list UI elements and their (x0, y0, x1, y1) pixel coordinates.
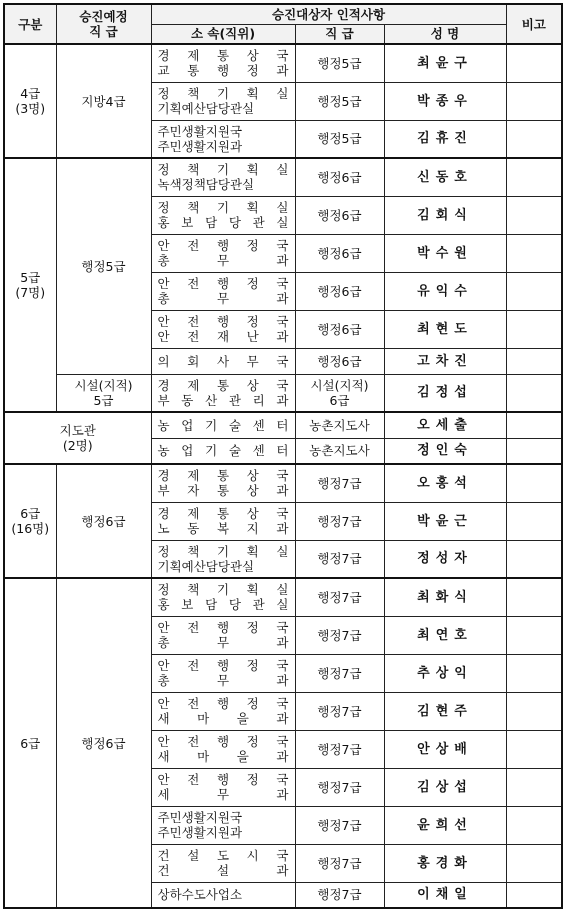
category-cell-line: 4급 (20, 86, 41, 101)
grade-cell (295, 44, 384, 82)
table-row (4, 412, 562, 438)
table-body (4, 44, 562, 908)
dept-cell-line: 교 통 행 정 과 (157, 63, 289, 79)
table-row (4, 464, 562, 502)
dept-cell-line: 안 전 행 정 국 (157, 276, 289, 291)
dept-cell-line: 총 무 과 (157, 291, 289, 306)
name-cell: 유익수 (384, 272, 506, 310)
remarks-cell (506, 196, 562, 234)
category-cell-line: (2명) (62, 438, 93, 453)
name-cell: 안상배 (384, 730, 506, 768)
dept-cell-line: 경 제 통 상 국 (157, 48, 289, 64)
target-rank-cell (56, 374, 151, 412)
header-grade: 직 급 (295, 24, 384, 44)
name-cell: 박수원 (384, 234, 506, 272)
grade-cell-line: 행정6급 (317, 283, 362, 299)
dept-cell-line: 기획예산담당관실 (157, 101, 255, 116)
dept-cell-line: 안 전 행 정 국 (157, 696, 289, 711)
grade-cell-line: 행정7급 (317, 627, 362, 643)
grade-cell (295, 438, 384, 464)
remarks-cell (506, 464, 562, 502)
category-cell-line: 6급 (20, 506, 41, 521)
grade-cell-line: 행정5급 (317, 131, 362, 147)
dept-cell (151, 616, 295, 654)
target-rank-cell (56, 578, 151, 908)
dept-cell (151, 234, 295, 272)
header-target-rank (56, 4, 151, 44)
target-rank-cell-line: 행정6급 (81, 735, 126, 751)
dept-cell-line: 정 책 기 획 실 (157, 200, 289, 215)
remarks-cell (506, 374, 562, 412)
name-cell: 최윤구 (384, 44, 506, 82)
grade-cell-line: 행정7급 (317, 855, 362, 871)
dept-cell (151, 844, 295, 882)
grade-cell-line: 행정7급 (317, 589, 362, 605)
remarks-cell (506, 272, 562, 310)
category-cell-line: (16명) (11, 521, 50, 536)
grade-cell (295, 806, 384, 844)
remarks-cell (506, 438, 562, 464)
remarks-cell (506, 82, 562, 120)
category-cell-line: 5급 (20, 270, 41, 285)
header-target-rank-line2: 직 급 (89, 24, 118, 39)
remarks-cell (506, 692, 562, 730)
grade-cell-line: 행정7급 (317, 551, 362, 567)
dept-cell-line: 세 무 과 (157, 787, 289, 802)
table-row (4, 374, 562, 412)
remarks-cell (506, 412, 562, 438)
grade-cell (295, 578, 384, 616)
dept-cell-line: 주민생활지원국 (157, 123, 243, 139)
dept-cell-line: 주민생활지원과 (157, 825, 243, 840)
remarks-cell (506, 120, 562, 158)
dept-cell-line: 정 책 기 획 실 (157, 543, 289, 559)
grade-cell (295, 158, 384, 196)
grade-cell (295, 692, 384, 730)
target-rank-cell-line: 5급 (93, 392, 114, 408)
grade-cell (295, 654, 384, 692)
grade-cell (295, 730, 384, 768)
remarks-cell (506, 844, 562, 882)
dept-cell (151, 654, 295, 692)
remarks-cell (506, 882, 562, 908)
dept-cell (151, 272, 295, 310)
grade-cell-line: 행정7급 (317, 741, 362, 757)
name-cell: 김회식 (384, 196, 506, 234)
category-cell-line: (7명) (15, 285, 46, 300)
dept-cell-line: 주민생활지원국 (157, 810, 243, 825)
dept-cell-line: 안 전 행 정 국 (157, 772, 289, 787)
dept-cell-line: 농 업 기 술 센 터 (157, 443, 289, 459)
remarks-cell (506, 806, 562, 844)
name-cell: 최연호 (384, 616, 506, 654)
grade-cell (295, 616, 384, 654)
target-rank-cell (56, 158, 151, 374)
name-cell: 박윤근 (384, 502, 506, 540)
dept-cell (151, 310, 295, 348)
grade-cell-line: 행정6급 (317, 353, 362, 369)
header-remarks: 비고 (506, 4, 562, 44)
target-rank-cell (56, 464, 151, 578)
target-rank-cell (56, 44, 151, 158)
grade-cell-line: 행정6급 (317, 169, 362, 185)
grade-cell-line: 행정7급 (317, 513, 362, 529)
dept-cell (151, 578, 295, 616)
name-cell: 정인숙 (384, 438, 506, 464)
grade-cell (295, 374, 384, 412)
dept-cell-line: 건 설 도 시 국 (157, 848, 289, 863)
dept-cell-line: 총 무 과 (157, 673, 289, 688)
dept-cell-line: 주민생활지원과 (157, 138, 243, 154)
name-cell: 정성자 (384, 540, 506, 578)
grade-cell (295, 882, 384, 908)
grade-cell-line: 농촌지도사 (309, 443, 370, 459)
grade-cell (295, 82, 384, 120)
target-rank-cell-line: 시설(지적) (74, 377, 133, 393)
dept-cell-line: 홍 보 담 당 관 실 (157, 215, 289, 230)
dept-cell-line: 안 전 행 정 국 (157, 620, 289, 635)
grade-cell-line: 행정7급 (317, 475, 362, 491)
name-cell: 김휴진 (384, 120, 506, 158)
dept-cell-line: 의 회 사 무 국 (157, 353, 289, 369)
name-cell: 박종우 (384, 82, 506, 120)
grade-cell (295, 310, 384, 348)
grade-cell-line: 행정6급 (317, 245, 362, 261)
dept-cell-line: 정 책 기 획 실 (157, 162, 289, 178)
dept-cell-line: 부 자 통 상 과 (157, 483, 289, 499)
dept-cell-line: 건 설 과 (157, 863, 289, 878)
header-group-title: 승진대상자 인적사항 (151, 4, 506, 24)
name-cell: 김현주 (384, 692, 506, 730)
header-category: 구분 (4, 4, 56, 44)
dept-cell-line: 기획예산담당관실 (157, 558, 255, 574)
grade-cell (295, 234, 384, 272)
dept-cell-line: 새 마 을 과 (157, 749, 289, 764)
dept-cell-line: 안 전 행 정 국 (157, 658, 289, 673)
dept-cell-line: 정 책 기 획 실 (157, 86, 289, 101)
remarks-cell (506, 540, 562, 578)
name-cell: 신동호 (384, 158, 506, 196)
dept-cell (151, 412, 295, 438)
remarks-cell (506, 616, 562, 654)
category-cell-line: 6급 (20, 735, 41, 751)
dept-cell-line: 새 마 을 과 (157, 711, 289, 726)
grade-cell (295, 768, 384, 806)
grade-cell (295, 196, 384, 234)
table-row (4, 158, 562, 196)
name-cell: 윤희선 (384, 806, 506, 844)
dept-cell-line: 안 전 행 정 국 (157, 314, 289, 329)
grade-cell-line: 농촌지도사 (309, 417, 370, 433)
name-cell: 홍경화 (384, 844, 506, 882)
name-cell: 김상섭 (384, 768, 506, 806)
grade-cell (295, 540, 384, 578)
remarks-cell (506, 502, 562, 540)
category-cell (4, 412, 151, 464)
grade-cell-line: 행정7급 (317, 817, 362, 833)
grade-cell-line: 행정6급 (317, 207, 362, 223)
table-row (4, 578, 562, 616)
name-cell: 추상익 (384, 654, 506, 692)
dept-cell (151, 502, 295, 540)
dept-cell (151, 44, 295, 82)
dept-cell (151, 768, 295, 806)
dept-cell (151, 692, 295, 730)
grade-cell-line: 행정5급 (317, 93, 362, 109)
remarks-cell (506, 310, 562, 348)
dept-cell-line: 노 동 복 지 과 (157, 521, 289, 536)
grade-cell-line: 행정7급 (317, 703, 362, 719)
grade-cell-line: 행정6급 (317, 321, 362, 337)
dept-cell-line: 안 전 재 난 과 (157, 329, 289, 344)
remarks-cell (506, 768, 562, 806)
remarks-cell (506, 44, 562, 82)
grade-cell (295, 272, 384, 310)
dept-cell (151, 882, 295, 908)
dept-cell (151, 438, 295, 464)
target-rank-cell-line: 지방4급 (81, 93, 126, 109)
dept-cell (151, 196, 295, 234)
remarks-cell (506, 578, 562, 616)
name-cell: 최현도 (384, 310, 506, 348)
category-cell-line: 지도관 (59, 423, 96, 438)
header-dept: 소 속(직위) (151, 24, 295, 44)
grade-cell (295, 464, 384, 502)
header-name: 성 명 (384, 24, 506, 44)
dept-cell-line: 부 동 산 관 리 과 (157, 392, 289, 408)
dept-cell-line: 상하수도사업소 (157, 887, 243, 903)
remarks-cell (506, 730, 562, 768)
dept-cell-line: 경 제 통 상 국 (157, 468, 289, 484)
dept-cell-line: 경 제 통 상 국 (157, 506, 289, 521)
dept-cell-line: 정 책 기 획 실 (157, 582, 289, 598)
dept-cell-line: 안 전 행 정 국 (157, 734, 289, 749)
table-row (4, 44, 562, 82)
grade-cell (295, 502, 384, 540)
target-rank-cell-line: 행정5급 (81, 258, 126, 274)
dept-cell (151, 730, 295, 768)
grade-cell-line: 시설(지적) (310, 377, 369, 393)
grade-cell (295, 844, 384, 882)
dept-cell-line: 농 업 기 술 센 터 (157, 417, 289, 433)
grade-cell (295, 412, 384, 438)
dept-cell (151, 82, 295, 120)
dept-cell (151, 464, 295, 502)
dept-cell (151, 158, 295, 196)
category-cell (4, 578, 56, 908)
dept-cell-line: 홍 보 담 당 관 실 (157, 597, 289, 613)
remarks-cell (506, 654, 562, 692)
name-cell: 최화식 (384, 578, 506, 616)
category-cell-line: (3명) (15, 101, 46, 116)
remarks-cell (506, 158, 562, 196)
category-cell (4, 44, 56, 158)
name-cell: 김정섭 (384, 374, 506, 412)
target-rank-cell-line: 행정6급 (81, 513, 126, 529)
dept-cell-line: 녹색정책담당관실 (157, 177, 255, 193)
grade-cell (295, 348, 384, 374)
category-cell (4, 464, 56, 578)
dept-cell (151, 540, 295, 578)
dept-cell-line: 총 무 과 (157, 253, 289, 268)
dept-cell-line: 안 전 행 정 국 (157, 238, 289, 253)
dept-cell-line: 경 제 통 상 국 (157, 377, 289, 393)
grade-cell-line: 행정7급 (317, 779, 362, 795)
name-cell: 오세출 (384, 412, 506, 438)
name-cell: 이채일 (384, 882, 506, 908)
dept-cell-line: 총 무 과 (157, 635, 289, 650)
grade-cell-line: 6급 (329, 392, 350, 408)
name-cell: 오홍석 (384, 464, 506, 502)
grade-cell-line: 행정7급 (317, 887, 362, 903)
name-cell: 고차진 (384, 348, 506, 374)
header-target-rank-line1: 승진예정 (79, 9, 128, 24)
grade-cell (295, 120, 384, 158)
remarks-cell (506, 348, 562, 374)
dept-cell (151, 348, 295, 374)
remarks-cell (506, 234, 562, 272)
grade-cell-line: 행정7급 (317, 665, 362, 681)
promotion-table (3, 3, 563, 909)
category-cell (4, 158, 56, 412)
dept-cell (151, 374, 295, 412)
dept-cell (151, 806, 295, 844)
dept-cell (151, 120, 295, 158)
grade-cell-line: 행정5급 (317, 55, 362, 71)
